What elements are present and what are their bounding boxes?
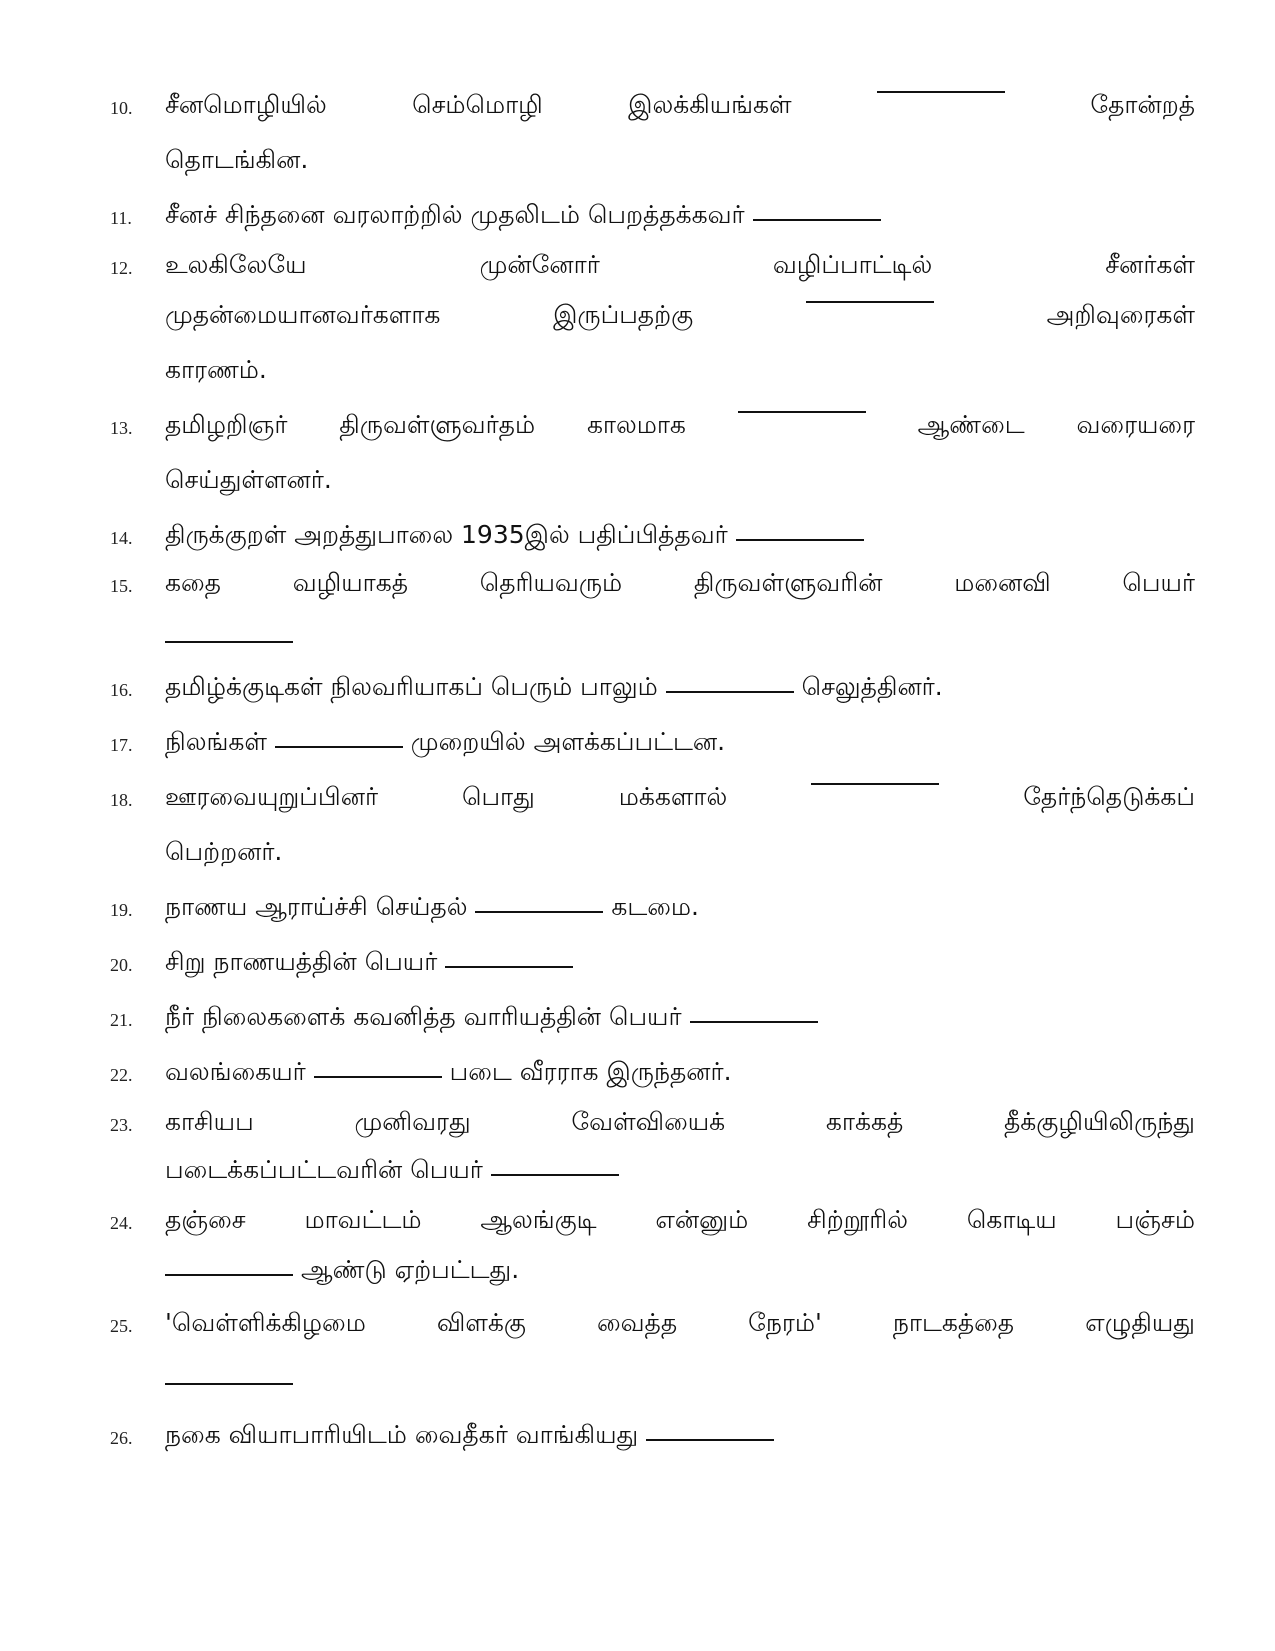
question-text-line: தொடங்கின. — [165, 145, 309, 174]
word: காசியப — [165, 1107, 254, 1136]
answer-blank — [165, 1363, 293, 1385]
word: வைத்த — [596, 1308, 678, 1337]
word: பஞ்சம் — [1115, 1205, 1195, 1234]
question-number: 13. — [110, 418, 133, 438]
word: முன்னோர் — [479, 250, 600, 279]
word: வரையரை — [1076, 410, 1195, 439]
word: தேர்ந்தெடுக்கப் — [1023, 782, 1195, 811]
question-number: 20. — [110, 955, 133, 975]
question-text-line — [165, 620, 1195, 649]
question-number: 14. — [110, 528, 133, 548]
question-text-line: தமிழ்க்குடிகள் நிலவரியாகப் பெரும் பாலும் செலுத்தினர். — [165, 672, 943, 701]
question-text-line — [165, 410, 1195, 443]
word: எழுதியது — [1085, 1308, 1195, 1337]
question-text-line — [165, 250, 1195, 283]
word: முதன்மையானவர்களாக — [165, 300, 441, 329]
word: முனிவரது — [354, 1107, 471, 1136]
question-number: 18. — [110, 790, 133, 810]
question-text-line — [165, 1107, 1195, 1140]
word: இருப்பதற்கு — [553, 300, 694, 329]
question-text-line: நிலங்கள் முறையில் அளக்கப்பட்டன. — [165, 727, 726, 756]
answer-blank — [314, 1075, 442, 1078]
word: தீக்குழியிலிருந்து — [1004, 1107, 1195, 1136]
question-number: 12. — [110, 258, 133, 278]
answer-blank — [165, 621, 293, 643]
word: மனைவி — [954, 568, 1051, 597]
question-text-line: நகை வியாபாரியிடம் வைதீகர் வாங்கியது — [165, 1420, 1195, 1453]
question-text-line — [165, 300, 1195, 333]
answer-blank — [491, 1173, 619, 1176]
word: சீனமொழியில் — [165, 90, 327, 119]
word: காலமாக — [586, 410, 686, 439]
word: ஆண்டை — [917, 410, 1025, 439]
word: சீனர்கள் — [1105, 250, 1195, 279]
question-text-line: நீர் நிலைகளைக் கவனித்த வாரியத்தின் பெயர் — [165, 1002, 1195, 1035]
word: மாவட்டம் — [304, 1205, 422, 1234]
question-number: 16. — [110, 680, 133, 700]
answer-blank — [806, 300, 934, 303]
answer-blank — [738, 410, 866, 413]
question-number: 21. — [110, 1010, 133, 1030]
question-number: 11. — [110, 208, 132, 228]
word: விளக்கு — [436, 1308, 526, 1337]
answer-blank — [811, 782, 939, 785]
question-text-line — [165, 1205, 1195, 1238]
word: தமிழறிஞர் — [165, 410, 288, 439]
question-text-line: காரணம். — [165, 355, 267, 384]
word: வழியாகத் — [292, 568, 408, 597]
word: தெரியவரும் — [479, 568, 623, 597]
answer-blank — [646, 1438, 774, 1441]
question-text-line: சிறு நாணயத்தின் பெயர் — [165, 947, 1195, 980]
question-number: 23. — [110, 1115, 133, 1135]
word: திருவள்ளுவரின் — [693, 568, 883, 597]
question-text-line: செய்துள்ளனர். — [165, 465, 332, 494]
question-number: 17. — [110, 735, 133, 755]
answer-blank — [475, 910, 603, 913]
question-number: 10. — [110, 98, 133, 118]
answer-blank — [165, 1273, 293, 1276]
word: தோன்றத் — [1090, 90, 1195, 119]
word: பொது — [461, 782, 535, 811]
question-text-line — [165, 1362, 1195, 1391]
word: உலகிலேயே — [165, 250, 307, 279]
answer-blank — [690, 1020, 818, 1023]
answer-blank — [275, 745, 403, 748]
word: கதை — [165, 568, 221, 597]
word: செம்மொழி — [412, 90, 543, 119]
word: நாடகத்தை — [892, 1308, 1015, 1337]
question-number: 19. — [110, 900, 133, 920]
question-number: 26. — [110, 1428, 133, 1448]
answer-blank — [445, 965, 573, 968]
word: அறிவுரைகள் — [1046, 300, 1195, 329]
word: என்னும் — [655, 1205, 749, 1234]
word: இலக்கியங்கள் — [628, 90, 792, 119]
word: 'வெள்ளிக்கிழமை — [165, 1308, 366, 1337]
question-text-line: திருக்குறள் அறத்துபாலை 1935இல் பதிப்பித்தவர் — [165, 520, 1195, 553]
question-text-line — [165, 1308, 1195, 1341]
word: ஊரவையுறுப்பினர் — [165, 782, 379, 811]
word: பெயர் — [1122, 568, 1195, 597]
answer-blank — [666, 690, 794, 693]
question-text-line: வலங்கையர் படை வீரராக இருந்தனர். — [165, 1057, 732, 1086]
word: கொடிய — [966, 1205, 1057, 1234]
word: திருவள்ளுவர்தம் — [339, 410, 536, 439]
question-number: 15. — [110, 576, 133, 596]
word: வழிப்பாட்டில் — [772, 250, 933, 279]
question-text-line: ஆண்டு ஏற்பட்டது. — [165, 1255, 1195, 1288]
question-text-line: பெற்றனர். — [165, 837, 283, 866]
question-text-line — [165, 90, 1195, 123]
answer-blank — [877, 90, 1005, 93]
question-text-line — [165, 568, 1195, 601]
question-text-line: சீனச் சிந்தனை வரலாற்றில் முதலிடம் பெறத்தக்கவர் — [165, 200, 1195, 233]
word: சிற்றூரில் — [807, 1205, 909, 1234]
word: தஞ்சை — [165, 1205, 246, 1234]
word: நேரம்' — [748, 1308, 822, 1337]
word: ஆலங்குடி — [480, 1205, 597, 1234]
answer-blank — [753, 218, 881, 221]
word: காக்கத் — [825, 1107, 904, 1136]
word: வேள்வியைக் — [571, 1107, 726, 1136]
question-number: 24. — [110, 1213, 133, 1233]
question-number: 25. — [110, 1316, 133, 1336]
question-text-line: படைக்கப்பட்டவரின் பெயர் — [165, 1155, 1195, 1188]
question-text-line — [165, 782, 1195, 815]
word: மக்களால் — [618, 782, 728, 811]
answer-blank — [736, 538, 864, 541]
question-text-line: நாணய ஆராய்ச்சி செய்தல் கடமை. — [165, 892, 699, 921]
question-number: 22. — [110, 1065, 133, 1085]
